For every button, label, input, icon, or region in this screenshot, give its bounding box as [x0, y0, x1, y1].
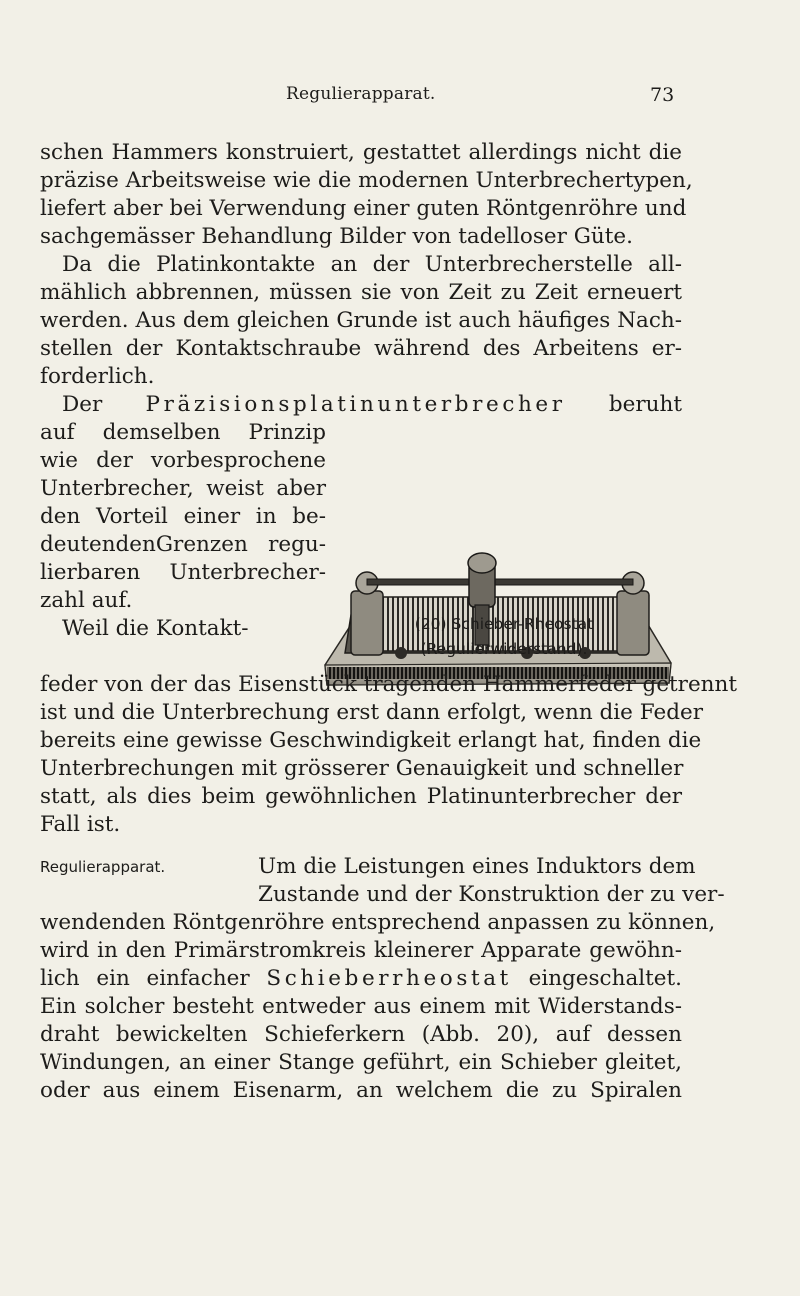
text-line: auf demselben Prinzip: [40, 420, 326, 445]
text-line: wie der vorbesprochene: [40, 448, 326, 473]
text-line: Unterbrechungen mit grösserer Genauigkeit und schneller: [40, 756, 684, 781]
text-line: wird in den Primärstromkreis kleinerer Apparate gewöhn-: [40, 938, 682, 963]
text-line: deutendenGrenzen regu-: [40, 532, 326, 557]
text-line: oder aus einem Eisenarm, an welchem die zu Spiralen: [40, 1078, 682, 1103]
text-segment: Der: [62, 392, 103, 417]
text-line: statt, als dies beim gewöhnlichen Platinunterbrecher der: [40, 784, 682, 809]
text-line: forderlich.: [40, 364, 155, 389]
text-line: schen Hammers konstruiert, gestattet allerdings nicht die: [40, 140, 682, 165]
text-line: liefert aber bei Verwendung einer guten Röntgenröhre und: [40, 196, 687, 221]
text-line: sachgemässer Behandlung Bilder von tadelloser Güte.: [40, 224, 633, 249]
text-segment: beruht: [608, 392, 682, 417]
text-line: Weil die Kontakt-: [62, 616, 249, 641]
text-segment: lich ein einfacher: [40, 966, 250, 991]
spaced-term: Präzisionsplatinunterbrecher: [145, 392, 566, 417]
figure-caption: (20) Schieber-Rheostat: [414, 615, 594, 633]
figure-caption-subtitle: (Regulierwiderstand).: [420, 640, 588, 658]
running-title: Regulierapparat.: [286, 84, 436, 104]
text-line: Unterbrecher, weist aber: [40, 476, 326, 501]
text-line: Zustande und der Konstruktion der zu ver-: [258, 882, 725, 907]
spaced-term: Schieberrheostat: [266, 966, 512, 991]
text-segment: eingeschaltet.: [528, 966, 682, 991]
text-line: Windungen, an einer Stange geführt, ein Schieber gleitet,: [40, 1050, 682, 1075]
text-line: wendenden Röntgenröhre entsprechend anpassen zu können,: [40, 910, 716, 935]
text-line: [40, 965, 682, 993]
text-line: ist und die Unterbrechung erst dann erfolgt, wenn die Feder: [40, 700, 703, 725]
text-line: feder von der das Eisenstück tragenden Hammerfeder getrennt: [40, 672, 738, 697]
text-line: [62, 391, 682, 419]
text-line: werden. Aus dem gleichen Grunde ist auch häufiges Nach-: [40, 308, 682, 333]
text-line: zahl auf.: [40, 588, 133, 613]
text-line: präzise Arbeitsweise wie die modernen Unterbrechertypen,: [40, 168, 693, 193]
page-number: 73: [650, 84, 675, 106]
text-line: Ein solcher besteht entweder aus einem mit Widerstands-: [40, 994, 682, 1019]
text-line: lierbaren Unterbrecher-: [40, 560, 326, 585]
margin-note: Regulierapparat.: [40, 858, 166, 876]
text-line: den Vorteil einer in be-: [40, 504, 326, 529]
text-line: bereits eine gewisse Geschwindigkeit erlangt hat, finden die: [40, 728, 702, 753]
text-line: stellen der Kontaktschraube während des Arbeitens er-: [40, 336, 682, 361]
text-line: Da die Platinkontakte an der Unterbrecherstelle all-: [62, 252, 682, 277]
text-line: mählich abbrennen, müssen sie von Zeit zu Zeit erneuert: [40, 280, 682, 305]
text-line: draht bewickelten Schieferkern (Abb. 20), auf dessen: [40, 1022, 682, 1047]
text-line: Um die Leistungen eines Induktors dem: [258, 854, 696, 879]
text-line: Fall ist.: [40, 812, 121, 837]
